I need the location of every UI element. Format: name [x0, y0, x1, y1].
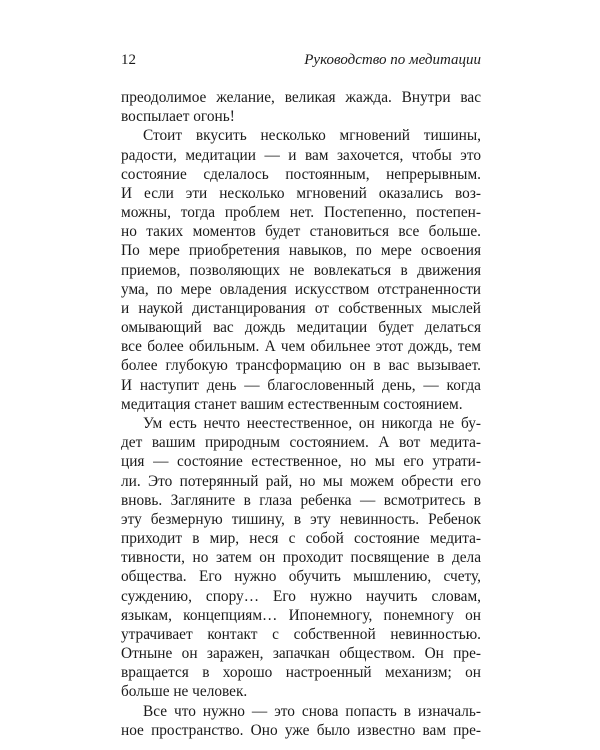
text-line: утрачивает контакт с собственной невинностью. [121, 625, 481, 643]
text-line: ума, по мере овладения искусством отстраненности [121, 280, 481, 298]
page-header [121, 50, 481, 70]
text-line: По мере приобретения навыков, по мере освоения [121, 242, 481, 260]
text-line: общества. Его нужно обучить мышлению, счету, [121, 568, 481, 586]
text-line: тивности, но затем он проходит посвящение в дела [121, 549, 481, 567]
text-line: дет вашим природным состоянием. А вот медита- [121, 434, 481, 452]
running-title: Руководство по медитации [304, 52, 481, 68]
text-line: Ум есть нечто неестественное, он никогда не бу- [143, 415, 481, 432]
text-line: можны, тогда проблем нет. Постепенно, постепен- [121, 204, 481, 222]
text-line: ция — состояние естественное, но мы его утрати- [121, 453, 481, 471]
text-line: суждению, спору… Его нужно научить словам, [121, 587, 481, 605]
page-number: 12 [121, 52, 136, 68]
text-line: Отныне он заражен, запачкан обществом. Он пре- [121, 645, 481, 663]
text-line: приходит в мир, неся с собой состояние медита- [121, 530, 481, 548]
text-line: воспылает огонь! [121, 108, 235, 126]
text-line: преодолимое желание, великая жажда. Внутри вас [121, 89, 481, 106]
text-line: больше не человек. [121, 683, 248, 701]
text-line: приемов, позволяющих не вовлекаться в движения [121, 261, 481, 279]
text-line: Стоит вкусить несколько мгновений тишины, [143, 127, 481, 145]
text-line: языкам, концепциям… Ипонемногу, понемногу он [121, 606, 481, 624]
text-line: более глубокую трансформацию он в вас вызывает. [121, 357, 481, 375]
text-line: ли. Это потерянный рай, но мы можем обрести его [121, 472, 481, 490]
text-line: Все что нужно — это снова попасть в изначаль- [143, 702, 481, 720]
text-line: вновь. Загляните в глаза ребенка — всмотритесь в [121, 491, 481, 509]
text-line: но таких моментов будет становиться все больше. [121, 223, 481, 241]
text-line: омывающий вас дождь медитации будет делаться [121, 319, 481, 337]
text-line: И если эти несколько мгновений оказались воз- [121, 184, 481, 202]
text-line: все более обильным. А чем обильнее этот дождь, тем [121, 338, 481, 356]
text-line: состояние сделалось постоянным, непрерывным. [121, 165, 481, 183]
text-line: и наукой дистанцирования от собственных мыслей [121, 299, 481, 317]
text-line: эту безмерную тишину, в эту невинность. Ребенок [121, 510, 481, 528]
text-line: вращается в хорошо настроенный механизм; он [121, 664, 481, 682]
text-line: ное пространство. Оно уже было известно вам пре- [121, 721, 481, 739]
text-line: радости, медитации — и вам захочется, чтобы это [121, 146, 481, 164]
text-line: И наступит день — благословенный день, — когда [121, 376, 481, 394]
text-line: медитация станет вашим естественным состоянием. [121, 395, 463, 413]
